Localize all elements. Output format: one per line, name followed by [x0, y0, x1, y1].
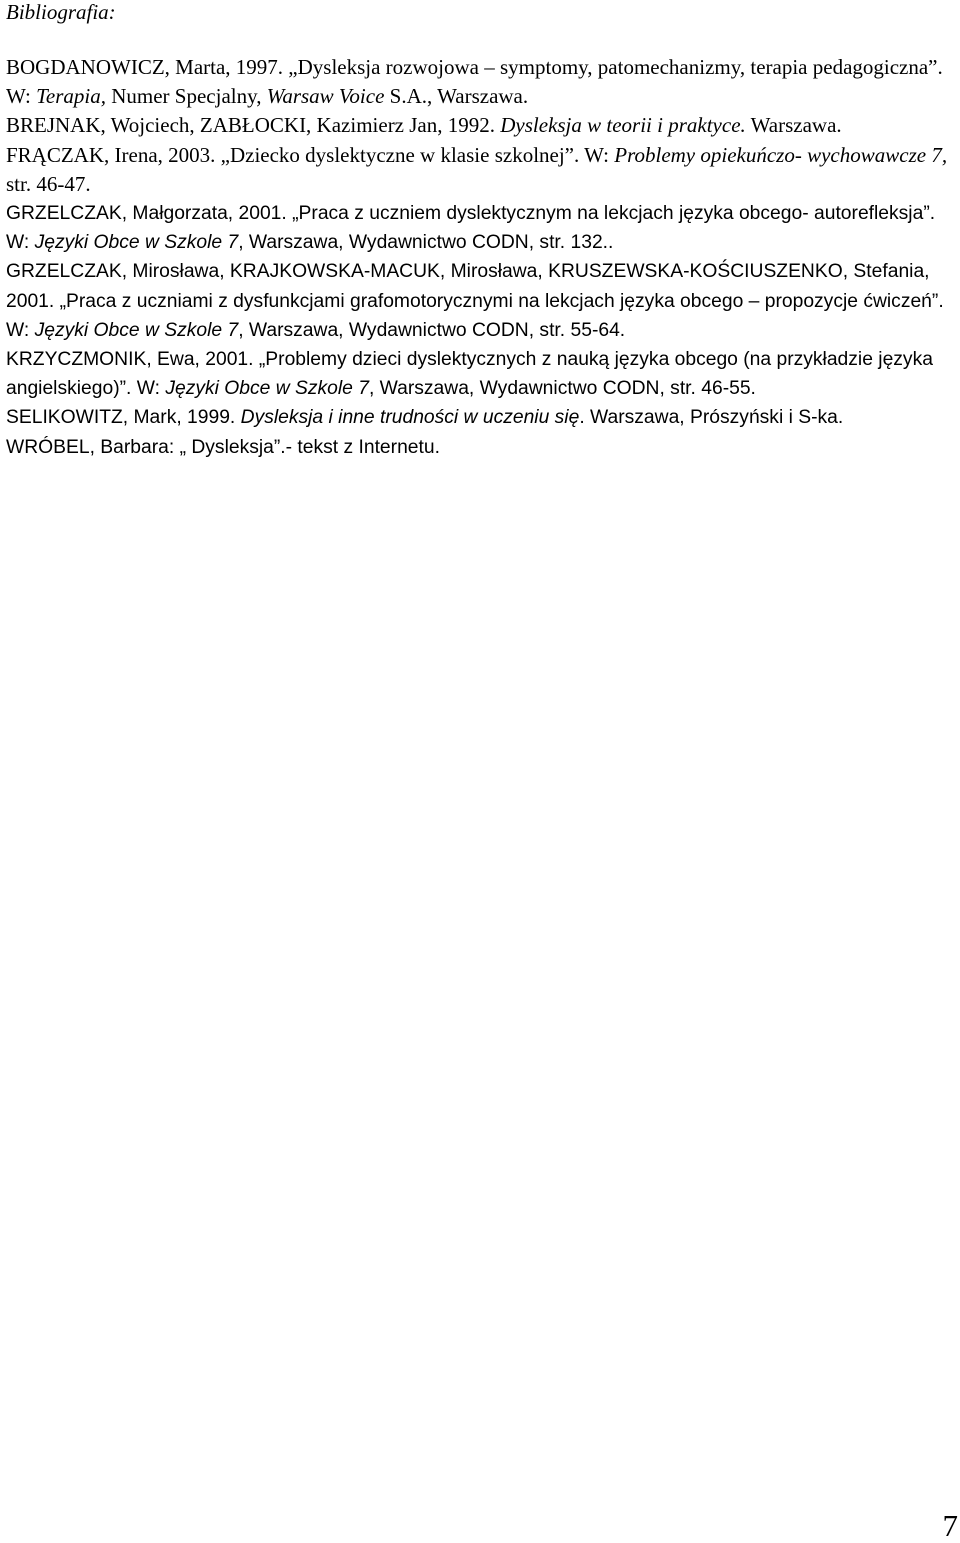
reference-text-end: Warszawa. [745, 113, 842, 138]
reference-entry-brejnak [6, 111, 956, 140]
reference-text: SELIKOWITZ, Mark, 1999. [6, 407, 241, 429]
reference-journal: Problemy opiekuńczo- wychowawcze 7, [614, 142, 948, 167]
reference-entry-fraczak [6, 141, 956, 199]
reference-entry-bogdanowicz [6, 53, 956, 111]
reference-entry-grzelczak-malgorzata [6, 199, 956, 257]
reference-text: WRÓBEL, Barbara: „ Dysleksja”.- tekst z Internetu. [6, 436, 440, 458]
reference-entry-selikowitz [6, 403, 956, 432]
reference-text: GRZELCZAK, Małgorzata, 2001. „Praca z uczniem dyslektycznym na lekcjach języka obcego- autorefleksja”. W: [6, 203, 936, 254]
reference-text-end: . Warszawa, Prószyński i S-ka. [579, 407, 844, 429]
reference-entry-wrobel [6, 433, 956, 462]
reference-text-end: , Warszawa, Wydawnictwo CODN, str. 46-55. [368, 378, 756, 400]
reference-entry-krzyczmonik [6, 345, 956, 403]
reference-journal: Języki Obce w Szkole 7 [34, 319, 239, 341]
reference-text-end: , Warszawa, Wydawnictwo CODN, str. 132.. [238, 232, 614, 254]
reference-title: Dysleksja w teorii i praktyce. [500, 113, 746, 138]
reference-text-mid: Numer Specjalny, [105, 84, 267, 109]
bibliography-heading: Bibliografia: [6, 0, 116, 24]
reference-text: KRZYCZMONIK, Ewa, 2001. „Problemy dzieci dyslektycznych z nauką języka obcego (na przykładzie języka angielskiego)”. W: [6, 349, 933, 400]
reference-text: BREJNAK, Wojciech, ZABŁOCKI, Kazimierz Jan, 1992. [6, 113, 501, 138]
reference-journal: Języki Obce w Szkole 7 [34, 232, 239, 254]
reference-text: BOGDANOWICZ, Marta, 1997. „Dysleksja rozwojowa – symptomy, patomechanizmy, terapia pedagogiczna”. W: [6, 55, 943, 109]
reference-entry-grzelczak-miroslawa [6, 257, 956, 345]
page-number: 7 [942, 1508, 958, 1543]
reference-text: FRĄCZAK, Irena, 2003. „Dziecko dyslektyczne w klasie szkolnej”. W: [6, 142, 615, 167]
reference-text-end: S.A., Warszawa. [384, 84, 529, 109]
reference-journal: Języki Obce w Szkole 7 [165, 378, 369, 400]
reference-list [6, 53, 956, 462]
reference-text: GRZELCZAK, Mirosława, KRAJKOWSKA-MACUK, Mirosława, KRUSZEWSKA-KOŚCIUSZENKO, Stefania, 2001. „Praca z uczniami z dysfunkcjami grafomotorycznymi na lekcjach języka obcego – propozycje ćwiczeń”. W: [6, 261, 944, 341]
reference-title: Dysleksja i inne trudności w uczeniu się [240, 407, 580, 429]
reference-journal: Terapia, [36, 84, 106, 109]
reference-publisher: Warsaw Voice [266, 84, 385, 109]
reference-text-end: str. 46-47. [6, 171, 91, 196]
reference-text-end: , Warszawa, Wydawnictwo CODN, str. 55-64. [238, 319, 626, 341]
